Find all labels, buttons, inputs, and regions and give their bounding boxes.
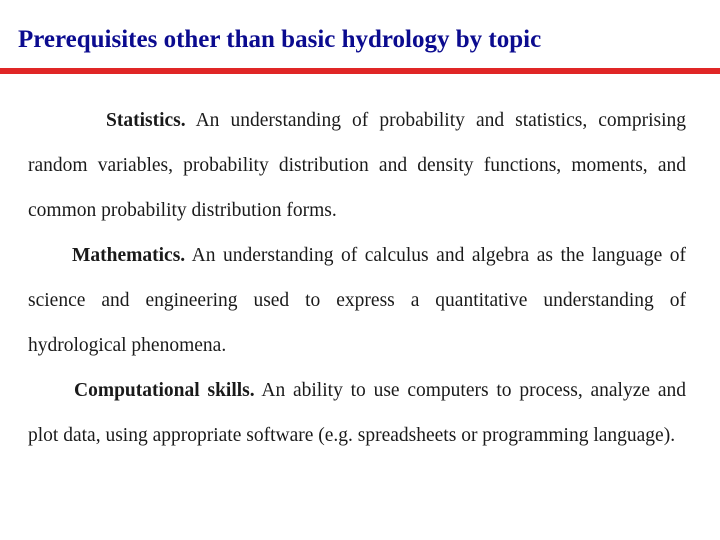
topic-text-computational-skills: An ability to use computers to process, analyze and plot data, using appropriate software (e.g. spreadsheets or programming language).: [28, 380, 686, 446]
topic-text-mathematics: An understanding of calculus and algebra as the language of science and engineering used to express a quantitative understanding of hydrological phenomena.: [28, 245, 686, 356]
title-underline: [0, 68, 720, 74]
slide-title: Prerequisites other than basic hydrology by topic: [18, 26, 542, 53]
topic-heading-statistics: Statistics.: [106, 110, 186, 131]
topic-statistics: [28, 98, 686, 233]
topic-computational-skills: [28, 368, 686, 458]
topic-mathematics: [28, 233, 686, 368]
slide-body: [28, 98, 686, 458]
topic-heading-computational-skills: Computational skills.: [74, 380, 255, 401]
topic-text-statistics: An understanding of probability and statistics, comprising random variables, probability distribution and density functions, moments, and common probability distribution forms.: [28, 110, 686, 221]
topic-heading-mathematics: Mathematics.: [72, 245, 186, 266]
